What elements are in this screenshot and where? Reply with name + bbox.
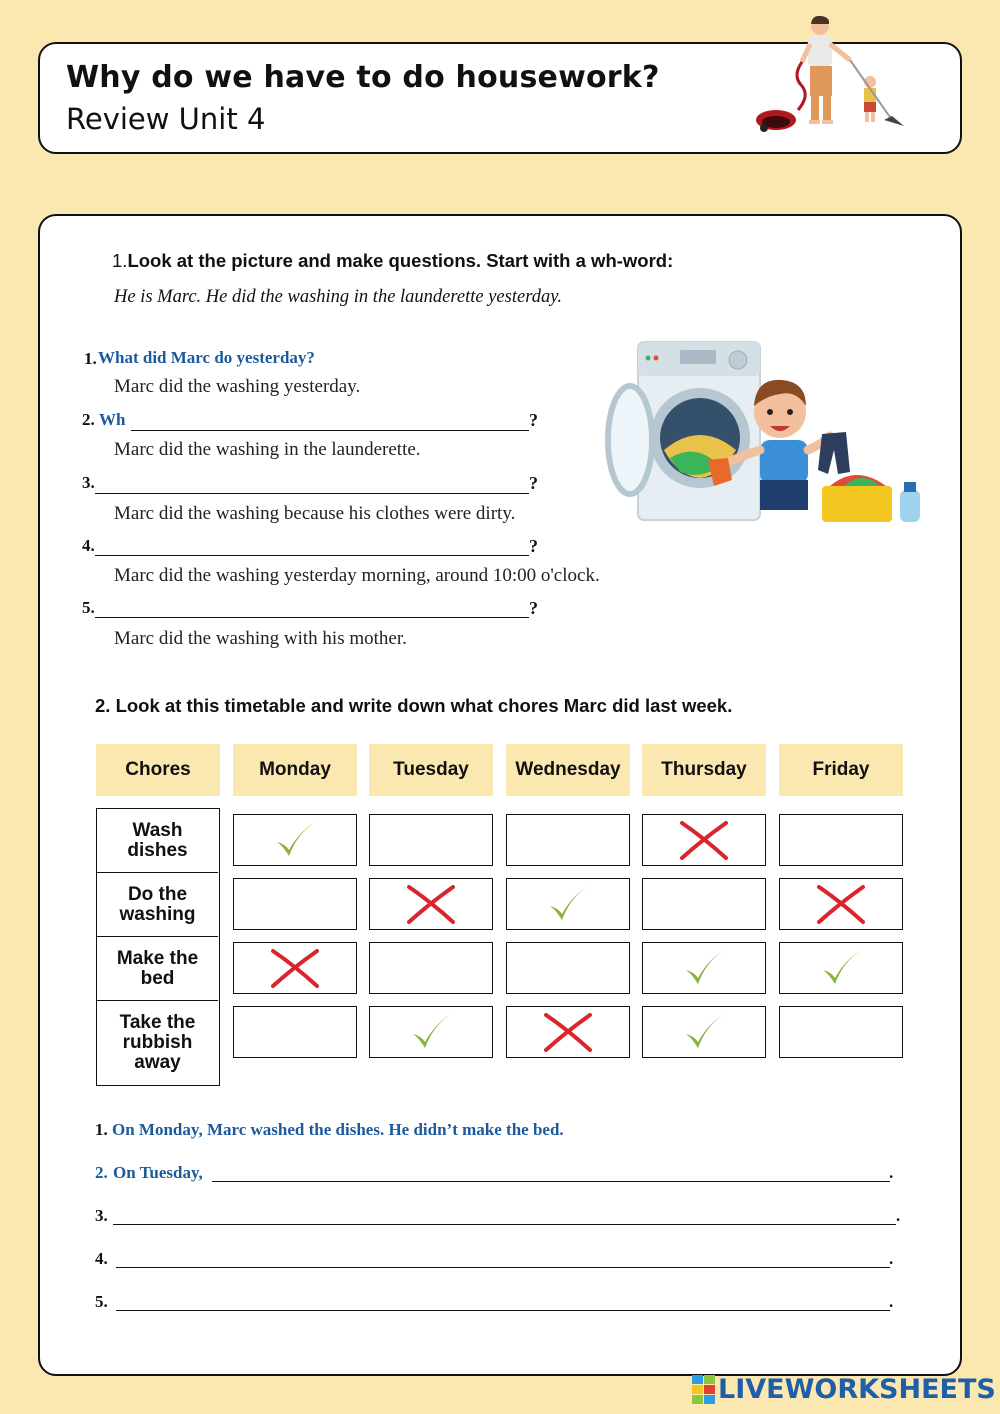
timetable-cell bbox=[233, 814, 357, 866]
timetable-cell bbox=[369, 814, 493, 866]
page-subtitle: Review Unit 4 bbox=[66, 102, 266, 136]
sentence3-end: . bbox=[896, 1206, 901, 1225]
logo-text: LIVEWORKSHEETS bbox=[718, 1374, 996, 1405]
vacuum-cleaning-illustration bbox=[752, 16, 912, 140]
timetable-cell bbox=[506, 814, 630, 866]
check-icon bbox=[682, 1012, 726, 1052]
table-header-tuesday: Tuesday bbox=[369, 744, 493, 796]
check-icon bbox=[546, 884, 590, 924]
q3-number: 3. bbox=[82, 473, 95, 492]
timetable-cell bbox=[779, 942, 903, 994]
timetable-cell bbox=[642, 942, 766, 994]
timetable-cell bbox=[642, 1006, 766, 1058]
check-icon bbox=[819, 948, 863, 988]
timetable-cell bbox=[369, 878, 493, 930]
liveworksheets-logo[interactable] bbox=[692, 1374, 996, 1405]
timetable-cell bbox=[779, 814, 903, 866]
q5-answer-line[interactable] bbox=[95, 617, 529, 618]
chores-column bbox=[96, 808, 220, 1086]
q1-number: 1. bbox=[84, 349, 97, 368]
timetable-cell bbox=[506, 1006, 630, 1058]
q1-question: What did Marc do yesterday? bbox=[98, 348, 315, 367]
q5-number: 5. bbox=[82, 598, 95, 617]
washing-machine-illustration bbox=[600, 340, 930, 530]
chore-do-the-washing: Do the washing bbox=[97, 873, 218, 937]
section2-instruction: 2. Look at this timetable and write down what chores Marc did last week. bbox=[95, 695, 733, 716]
sentence3-answer-line[interactable] bbox=[113, 1224, 896, 1225]
sentence4-number: 4. bbox=[95, 1249, 108, 1268]
header-box bbox=[38, 42, 962, 154]
cross-icon bbox=[678, 820, 730, 860]
q3-answer-line[interactable] bbox=[95, 493, 529, 494]
sentence2-end: . bbox=[889, 1163, 894, 1182]
section1-instruction: 1.Look at the picture and make questions. Start with a wh-word: bbox=[112, 250, 674, 271]
cross-icon bbox=[542, 1012, 594, 1052]
sentence2-text: On Tuesday, bbox=[113, 1163, 203, 1182]
q2-qmark: ? bbox=[529, 410, 538, 430]
q2-prefix: Wh bbox=[99, 410, 126, 429]
sentence3-number: 3. bbox=[95, 1206, 108, 1225]
chore-wash-dishes: Wash dishes bbox=[97, 809, 218, 873]
timetable-cell bbox=[233, 1006, 357, 1058]
timetable-cell bbox=[779, 878, 903, 930]
q2-answer-line[interactable] bbox=[131, 430, 529, 431]
sentence2-answer-line[interactable] bbox=[212, 1181, 890, 1182]
chore-take-rubbish-away: Take the rubbish away bbox=[119, 1011, 196, 1073]
cross-icon bbox=[815, 884, 867, 924]
sentence5-answer-line[interactable] bbox=[116, 1310, 890, 1311]
sentence4-end: . bbox=[889, 1249, 894, 1268]
table-header-thursday: Thursday bbox=[642, 744, 766, 796]
q4-number: 4. bbox=[82, 536, 95, 555]
timetable-cell bbox=[779, 1006, 903, 1058]
cross-icon bbox=[405, 884, 457, 924]
cross-icon bbox=[269, 948, 321, 988]
table-header-chores: Chores bbox=[96, 744, 220, 796]
page-title: Why do we have to do housework? bbox=[66, 60, 660, 95]
q2-answer: Marc did the washing in the launderette. bbox=[114, 439, 421, 460]
timetable-cell bbox=[642, 878, 766, 930]
q2-number: 2. bbox=[82, 410, 95, 429]
q4-answer: Marc did the washing yesterday morning, around 10:00 o'clock. bbox=[114, 565, 600, 586]
sentence1-text: On Monday, Marc washed the dishes. He didn’t make the bed. bbox=[112, 1120, 564, 1139]
sentence2-number: 2. bbox=[95, 1163, 108, 1182]
table-header-monday: Monday bbox=[233, 744, 357, 796]
q3-answer: Marc did the washing because his clothes were dirty. bbox=[114, 503, 516, 524]
timetable-cell bbox=[369, 942, 493, 994]
q4-qmark: ? bbox=[529, 536, 538, 556]
timetable-cell bbox=[506, 942, 630, 994]
q3-qmark: ? bbox=[529, 473, 538, 493]
check-icon bbox=[409, 1012, 453, 1052]
timetable-cell bbox=[233, 878, 357, 930]
section1-intro: He is Marc. He did the washing in the launderette yesterday. bbox=[114, 287, 563, 307]
sentence4-answer-line[interactable] bbox=[116, 1267, 890, 1268]
q1-answer: Marc did the washing yesterday. bbox=[114, 376, 361, 397]
timetable-cell bbox=[642, 814, 766, 866]
sentence1-number: 1. bbox=[95, 1120, 108, 1139]
check-icon bbox=[273, 820, 317, 860]
sentence5-end: . bbox=[889, 1292, 894, 1311]
sentence5-number: 5. bbox=[95, 1292, 108, 1311]
check-icon bbox=[682, 948, 726, 988]
q5-qmark: ? bbox=[529, 598, 538, 618]
timetable-cell bbox=[233, 942, 357, 994]
chore-make-the-bed: Make the bed bbox=[97, 937, 218, 1001]
table-header-friday: Friday bbox=[779, 744, 903, 796]
logo-icon bbox=[692, 1375, 716, 1405]
timetable-cell bbox=[506, 878, 630, 930]
q5-answer: Marc did the washing with his mother. bbox=[114, 628, 407, 649]
table-header-wednesday: Wednesday bbox=[506, 744, 630, 796]
timetable-cell bbox=[369, 1006, 493, 1058]
q4-answer-line[interactable] bbox=[95, 555, 529, 556]
